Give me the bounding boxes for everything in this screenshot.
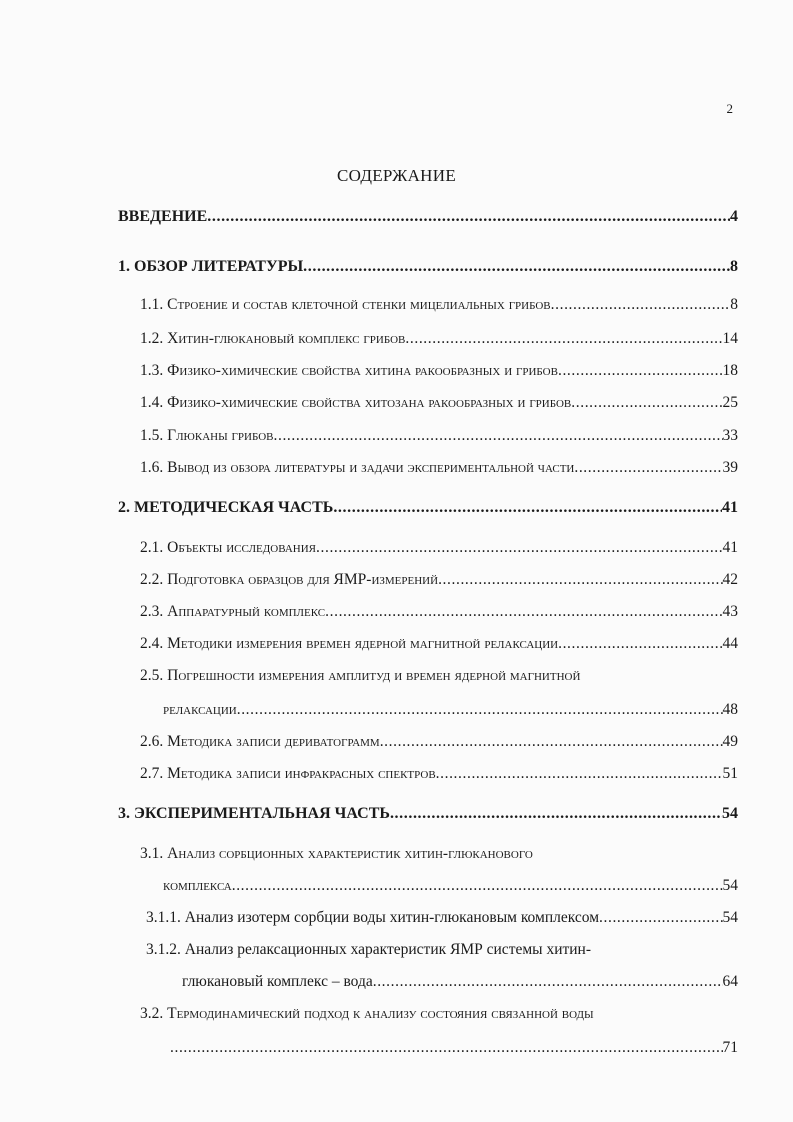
toc-entry-chapter-3[interactable] [118,805,738,823]
toc-entry-2-5[interactable] [163,701,738,719]
toc-entry-2-3[interactable] [140,603,738,621]
toc-entry-3-1[interactable] [163,877,738,895]
toc-entry-label: 2.6. Методика записи дериватограмм [140,733,380,750]
toc-entry-page: 8 [730,296,738,313]
dot-leader [436,765,723,783]
toc-entry-label: комплекса [163,877,232,894]
toc-entry-1-5[interactable] [140,427,738,445]
toc-entry-3-1-1[interactable] [146,909,738,927]
toc-entry-page: 48 [722,701,738,718]
toc-entry-page: 41 [722,539,738,556]
toc-entry-page: 44 [722,635,738,652]
toc-entry-3-2-line1[interactable]: 3.2. Термодинамический подход к анализу состояния связанной воды [140,1005,594,1022]
toc-entry-1-6[interactable] [140,459,738,477]
toc-entry-label: 2.7. Методика записи инфракрасных спектров [140,765,436,782]
toc-entry-introduction[interactable] [118,208,738,226]
dot-leader [303,258,730,276]
toc-entry-label: 2.2. Подготовка образцов для ЯМР-измерений [140,571,439,588]
dot-leader [438,571,722,589]
dot-leader [325,603,722,621]
dot-leader [170,1039,723,1057]
toc-entry-label: 2.1. Объекты исследования [140,539,317,556]
toc-entry-2-5-line1[interactable]: 2.5. Погрешности измерения амплитуд и времен ядерной магнитной [140,667,581,684]
toc-entry-label: 3. ЭКСПЕРИМЕНТАЛЬНАЯ ЧАСТЬ [118,805,390,822]
dot-leader [232,877,723,895]
toc-entry-page: 64 [722,973,738,990]
toc-entry-page: 41 [722,499,738,516]
toc-entry-1-4[interactable] [140,394,738,412]
toc-entry-label: 1.2. Хитин-глюкановый комплекс грибов [140,330,406,347]
dot-leader [551,296,731,314]
dot-leader [599,909,722,927]
dot-leader [558,362,723,380]
toc-entry-2-4[interactable] [140,635,738,653]
toc-entry-page: 25 [722,394,738,411]
dot-leader [390,805,722,823]
toc-entry-page: 54 [722,805,738,822]
dot-leader [558,635,722,653]
dot-leader [405,330,722,348]
toc-entry-2-1[interactable] [140,539,738,557]
toc-entry-label: 1.5. Глюканы грибов [140,427,274,444]
toc-entry-page: 14 [722,330,738,347]
toc-entry-label: ВВЕДЕНИЕ [118,208,208,225]
page-number: 2 [726,101,733,116]
dot-leader [571,394,722,412]
toc-entry-page: 33 [722,427,738,444]
toc-entry-3-1-line1[interactable]: 3.1. Анализ сорбционных характеристик хитин-глюканового [140,845,533,862]
toc-entry-chapter-2[interactable] [118,499,738,517]
toc-entry-page: 54 [722,877,738,894]
toc-entry-3-2[interactable] [170,1039,738,1057]
toc-entry-page: 39 [722,459,738,476]
toc-entry-chapter-1[interactable] [118,258,738,276]
dot-leader [316,539,722,557]
toc-entry-label: 1.6. Вывод из обзора литературы и задачи экспериментальной части [140,459,575,476]
toc-entry-label: 1.3. Физико-химические свойства хитина ракообразных и грибов [140,362,558,379]
toc-entry-page: 4 [730,208,738,225]
toc-entry-2-2[interactable] [140,571,738,589]
toc-entry-page: 42 [722,571,738,588]
dot-leader [237,701,723,719]
toc-entry-3-1-2[interactable] [182,973,738,991]
toc-entry-label: 2. МЕТОДИЧЕСКАЯ ЧАСТЬ [118,499,334,516]
toc-entry-3-1-2-line1[interactable]: 3.1.2. Анализ релаксационных характеристик ЯМР системы хитин- [146,941,592,958]
toc-entry-page: 51 [722,765,738,782]
dot-leader [574,459,722,477]
toc-entry-page: 43 [722,603,738,620]
toc-entry-label: 1.4. Физико-химические свойства хитозана ракообразных и грибов [140,394,572,411]
toc-entry-page: 18 [722,362,738,379]
toc-entry-label: глюкановый комплекс – вода [182,973,373,990]
dot-leader [207,208,730,226]
dot-leader [380,733,723,751]
toc-entry-page: 8 [730,258,738,275]
toc-entry-page: 54 [722,909,738,926]
toc-entry-2-6[interactable] [140,733,738,751]
dot-leader [274,427,723,445]
toc-entry-label: 2.3. Аппаратурный комплекс [140,603,326,620]
toc-entry-page: 49 [722,733,738,750]
toc-entry-2-7[interactable] [140,765,738,783]
toc-entry-page: 71 [722,1039,738,1056]
toc-entry-label: 3.1.1. Анализ изотерм сорбции воды хитин-глюкановым комплексом [146,909,600,926]
toc-entry-label: 1.1. Строение и состав клеточной стенки мицелиальных грибов [140,296,551,313]
dot-leader [373,973,723,991]
toc-entry-label: релаксации [163,701,237,718]
toc-entry-1-3[interactable] [140,362,738,380]
toc-entry-label: 2.4. Методики измерения времен ядерной магнитной релаксации [140,635,559,652]
toc-entry-1-2[interactable] [140,330,738,348]
toc-entry-1-1[interactable] [140,296,738,314]
toc-entry-label: 1. ОБЗОР ЛИТЕРАТУРЫ [118,258,304,275]
dot-leader [333,499,722,517]
toc-title: СОДЕРЖАНИЕ [336,166,457,185]
